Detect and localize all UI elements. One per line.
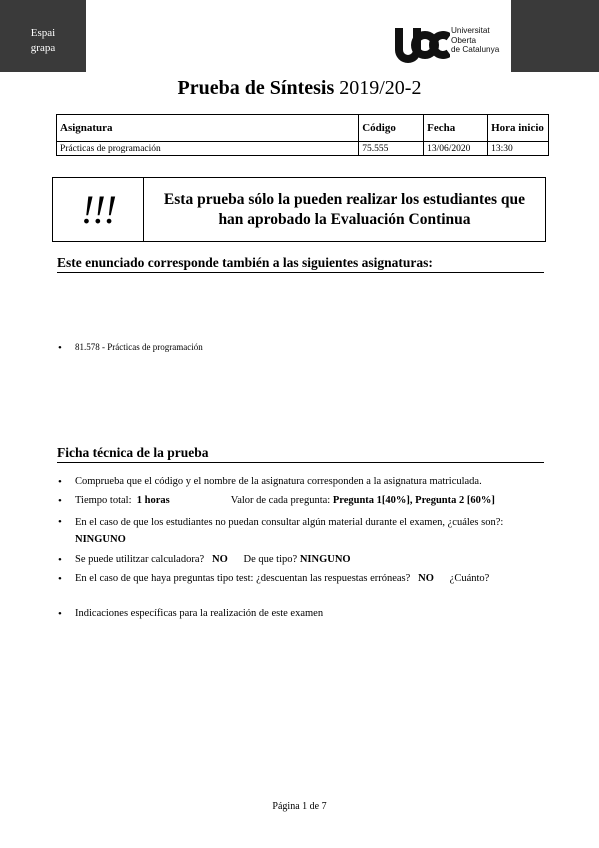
list-item [57,476,547,487]
corner-block [511,0,599,72]
time-value: 1 horas [136,495,170,506]
materials-answer: NINGUNO [75,534,126,545]
time-label: Tiempo total: [75,495,132,506]
logo-line-3: de Catalunya [451,45,500,55]
uoc-logo-mark [394,25,450,65]
warning-box [52,177,546,242]
calculator-value: NO [212,554,228,565]
staple-label-line2: grapa [30,42,56,54]
value-value: Pregunta 1[40%], Pregunta 2 [60%] [332,495,495,506]
calculator-type-value: NINGUNO [299,554,351,565]
cell-subject: Prácticas de programación [57,142,359,156]
logo-line-1: Universitat [451,26,490,35]
materials-question: En el caso de que los estudiantes no puedan consultar algún material durante el examen, ¿cuáles son?: [75,517,504,528]
ficha-list [57,476,547,619]
also-subjects-list [57,342,537,352]
exam-info-table [56,114,549,156]
staple-area [0,0,86,72]
list-item [57,514,547,548]
header-date: Fecha [424,115,488,142]
table-row [57,142,549,156]
test-how-much: ¿Cuánto? [449,573,490,584]
value-label: Valor de cada pregunta: [230,495,331,506]
cell-code: 75.555 [359,142,424,156]
list-item [57,573,547,584]
warning-text: Esta prueba sólo la pueden realizar los estudiantes que han aprobado la Evaluación Continua [163,190,526,228]
list-item: • 81.578 - Prácticas de programación [57,342,537,352]
table-header-row [57,115,549,142]
title-term: 2019/20-2 [334,77,422,99]
header-code: Código [359,115,424,142]
uoc-logo-text [451,26,499,55]
page-number: Página 1 de 7 [272,801,327,812]
check-code-text: Comprueba que el código y el nombre de la asignatura corresponden a la asignatura matriculada. [75,476,482,487]
cell-start-time: 13:30 [488,142,549,156]
list-item [57,495,547,506]
specific-instructions: Indicaciones específicas para la realización de este examen [75,608,324,619]
list-item [57,554,547,565]
list-item [57,608,547,619]
page-title [0,77,599,100]
title-bold: Prueba de Síntesis [177,77,335,99]
calculator-type-label: De que tipo? [243,554,298,565]
exclamation-icon: !!! [53,178,144,241]
also-subjects-heading: Este enunciado corresponde también a las siguientes asignaturas: [57,255,544,273]
uoc-logo [394,25,509,69]
logo-line-2: Oberta [451,35,477,45]
test-question: En el caso de que haya preguntas tipo test: ¿descuentan las respuestas erróneas? [75,573,411,584]
ficha-heading: Ficha técnica de la prueba [57,445,544,463]
test-value: NO [418,573,434,584]
cell-date: 13/06/2020 [424,142,488,156]
staple-label-line1: Espai [30,27,56,39]
header-start-time: Hora inicio [488,115,549,142]
header-subject: Asignatura [57,115,359,142]
calculator-label: Se puede utilitzar calculadora? [75,554,205,565]
